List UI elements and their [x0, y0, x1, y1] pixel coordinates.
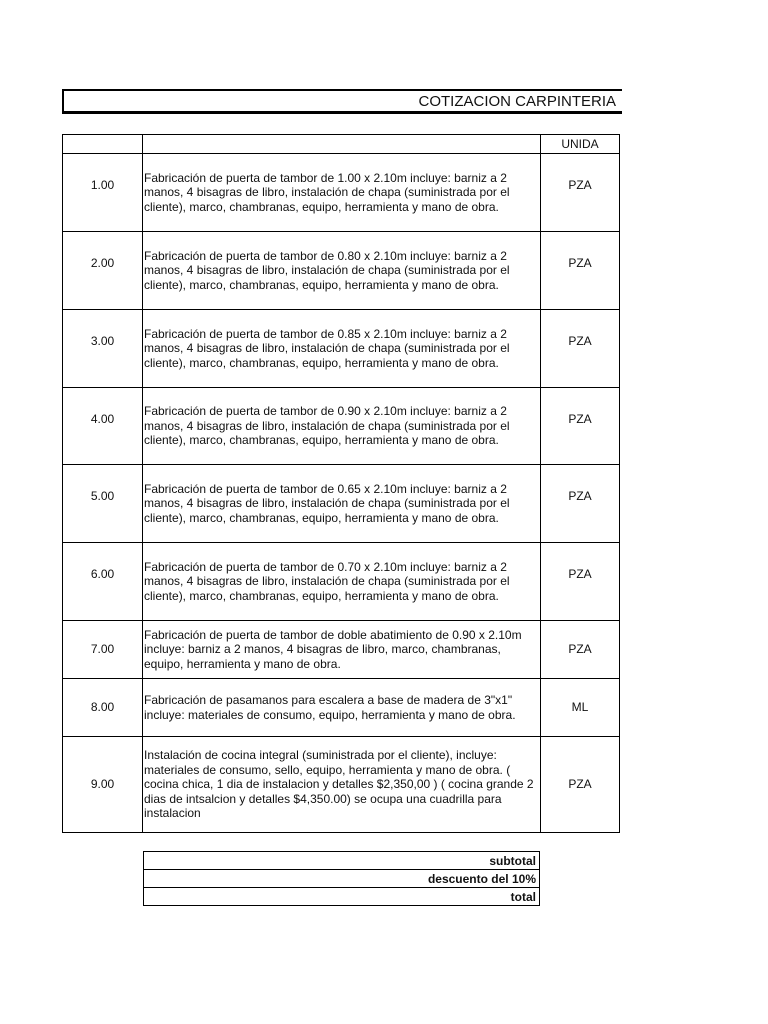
item-unit: PZA — [568, 567, 592, 582]
item-number: 2.00 — [90, 256, 115, 271]
item-number: 4.00 — [90, 411, 115, 426]
item-unit: PZA — [568, 178, 592, 193]
item-description: Instalación de cocina integral (suministrada por el cliente), incluye: materiales de consumo, sello, equipo, herramienta y mano de obra. ( cocina chica, 1 dia de instalacion y detalles $2,350,00 ) ( cocina grande 2 dias de intsalcion y detalles $4,350.00) se ocupa una cuadrilla para instalacion — [143, 737, 541, 833]
item-unit: PZA — [568, 489, 592, 504]
item-description: Fabricación de puerta de tambor de 0.90 x 2.10m incluye: barniz a 2 manos, 4 bisagras de libro, instalación de chapa (suministrada por el cliente), marco, chambranas, equipo, herramienta y mano de obra. — [143, 388, 541, 465]
table-header-row — [63, 135, 620, 154]
item-unit: ML — [541, 679, 620, 737]
quote-table — [62, 134, 620, 833]
item-number: 9.00 — [63, 737, 143, 833]
item-unit: PZA — [541, 621, 620, 679]
discount-label: descuento del 10% — [144, 870, 540, 888]
item-number: 7.00 — [63, 621, 143, 679]
item-unit: PZA — [568, 411, 592, 426]
table-row — [63, 679, 620, 737]
item-description: Fabricación de puerta de tambor de 1.00 x 2.10m incluye: barniz a 2 manos, 4 bisagras de libro, instalación de chapa (suministrada por el cliente), marco, chambranas, equipo, herramienta y mano de obra. — [143, 154, 541, 232]
header-desc-cell — [143, 135, 541, 154]
table-row — [63, 737, 620, 833]
item-unit: PZA — [568, 256, 592, 271]
header-unit-cell: UNIDA — [541, 135, 620, 154]
item-description: Fabricación de puerta de tambor de 0.65 x 2.10m incluye: barniz a 2 manos, 4 bisagras de libro, instalación de chapa (suministrada por el cliente), marco, chambranas, equipo, herramienta y mano de obra. — [143, 465, 541, 543]
item-number: 6.00 — [90, 567, 115, 582]
table-row — [63, 154, 620, 232]
page-title: COTIZACION CARPINTERIA — [418, 93, 616, 110]
item-number: 8.00 — [63, 679, 143, 737]
item-description: Fabricación de puerta de tambor de 0.85 x 2.10m incluye: barniz a 2 manos, 4 bisagras de libro, instalación de chapa (suministrada por el cliente), marco, chambranas, equipo, herramienta y mano de obra. — [143, 310, 541, 388]
item-description: Fabricación de puerta de tambor de 0.70 x 2.10m incluye: barniz a 2 manos, 4 bisagras de libro, instalación de chapa (suministrada por el cliente), marco, chambranas, equipo, herramienta y mano de obra. — [143, 543, 541, 621]
table-row — [63, 621, 620, 679]
item-unit: PZA — [541, 737, 620, 833]
table-row — [63, 465, 620, 543]
title-box — [62, 89, 622, 114]
table-row — [63, 310, 620, 388]
item-number: 3.00 — [90, 334, 115, 349]
table-row — [63, 388, 620, 465]
item-unit: PZA — [568, 334, 592, 349]
item-description: Fabricación de puerta de tambor de 0.80 x 2.10m incluye: barniz a 2 manos, 4 bisagras de libro, instalación de chapa (suministrada por el cliente), marco, chambranas, equipo, herramienta y mano de obra. — [143, 232, 541, 310]
subtotal-label: subtotal — [144, 852, 540, 870]
table-row — [63, 543, 620, 621]
item-description: Fabricación de puerta de tambor de doble abatimiento de 0.90 x 2.10m incluye: barniz a 2 manos, 4 bisagras de libro, marco, chambranas, equipo, herramienta y mano de obra. — [143, 621, 541, 679]
item-number: 5.00 — [90, 489, 115, 504]
total-label: total — [144, 888, 540, 906]
item-number: 1.00 — [90, 178, 115, 193]
item-description: Fabricación de pasamanos para escalera a base de madera de 3"x1" incluye: materiales de consumo, equipo, herramienta y mano de obra. — [143, 679, 541, 737]
table-row — [63, 232, 620, 310]
header-num-cell — [63, 135, 143, 154]
totals-table — [143, 851, 540, 906]
